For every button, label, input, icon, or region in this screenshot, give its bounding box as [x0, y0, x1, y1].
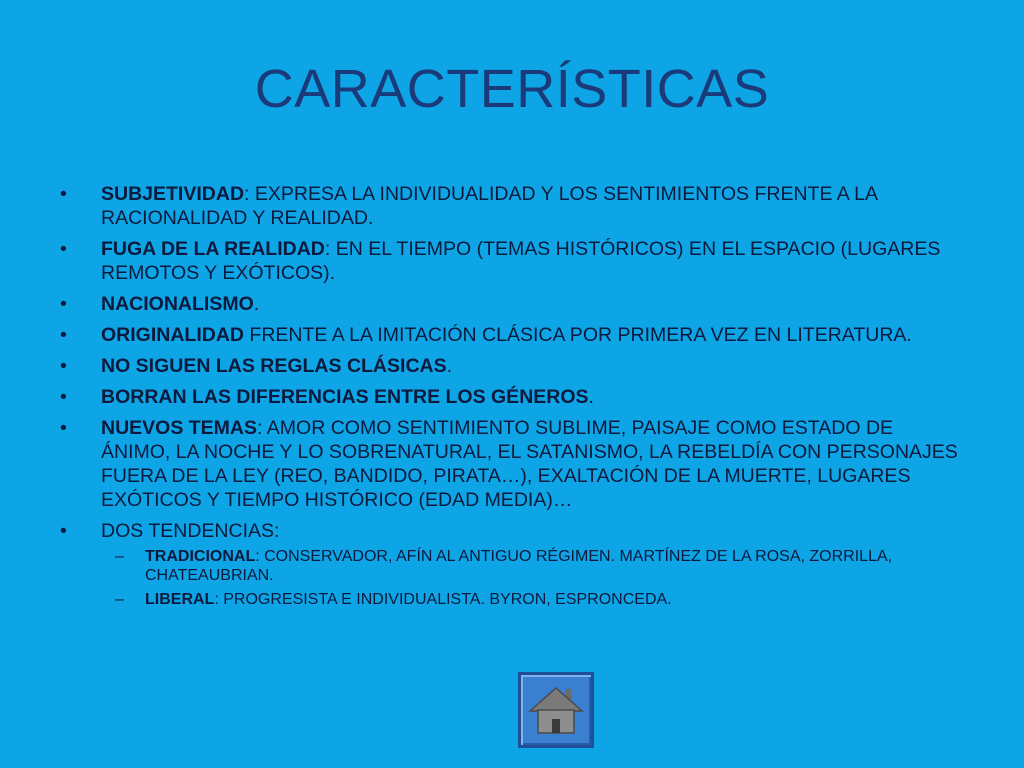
bullet-text: DOS TENDENCIAS: [101, 520, 280, 542]
bullet-keyword: NO SIGUEN LAS REGLAS CLÁSICAS [101, 355, 447, 377]
bullet-text: . [588, 386, 594, 408]
bullet-text: . [446, 355, 453, 377]
bullet-item-fuga-de-la-realidad [60, 237, 960, 285]
slide-title: CARACTERÍSTICAS [254, 59, 770, 119]
bullet-keyword: NUEVOS TEMAS [101, 417, 258, 439]
sub-bullet-item-tradicional [115, 547, 960, 585]
bullet-keyword: SUBJETIVIDAD [101, 183, 245, 205]
bullet-list [60, 182, 960, 616]
bullet-text: : AMOR COMO SENTIMIENTO SUBLIME, PAISAJE COMO ESTADO DE ÁNIMO, LA NOCHE Y LO SOBRENATURAL, EL SATANISMO, LA REBELDÍA CON PERSONAJES FUERA DE LA LEY (REO, BANDIDO, PIRATA…), EXALTACIÓN DE LA MUERTE, LUGARES EXÓTICOS Y TIEMPO HISTÓRICO (EDAD MEDIA)… [101, 417, 958, 511]
bullet-text: . [253, 293, 260, 315]
bullet-item-reglas-clasicas [60, 354, 960, 378]
sub-bullet-keyword: LIBERAL [145, 591, 215, 608]
bullet-text: : EN EL TIEMPO (TEMAS HISTÓRICOS) EN EL ESPACIO (LUGARES REMOTOS Y EXÓTICOS). [101, 238, 941, 284]
sub-bullet-text: : CONSERVADOR, AFÍN AL ANTIGUO RÉGIMEN. MARTÍNEZ DE LA ROSA, ZORRILLA, CHATEAUBRIAN. [145, 548, 893, 584]
bullet-item-nuevos-temas [60, 416, 960, 512]
bullet-item-subjetividad [60, 182, 960, 230]
bullet-item-originalidad [60, 323, 960, 347]
sub-bullet-item-liberal [115, 590, 960, 609]
sub-bullet-keyword: TRADICIONAL [145, 548, 256, 565]
bullet-text: : EXPRESA LA INDIVIDUALIDAD Y LOS SENTIMIENTOS FRENTE A LA RACIONALIDAD Y REALIDAD. [101, 183, 877, 229]
bullet-item-nacionalismo [60, 292, 960, 316]
bullet-item-dos-tendencias [60, 519, 960, 609]
sub-bullet-text: : PROGRESISTA E INDIVIDUALISTA. BYRON, ESPRONCEDA. [214, 591, 672, 608]
home-button[interactable] [518, 672, 594, 748]
bullet-text: FRENTE A LA IMITACIÓN CLÁSICA POR PRIMERA VEZ EN LITERATURA. [244, 324, 912, 346]
bullet-keyword: BORRAN LAS DIFERENCIAS ENTRE LOS GÉNEROS [101, 386, 589, 408]
bullet-keyword: NACIONALISMO [101, 293, 254, 315]
bullet-keyword: ORIGINALIDAD [101, 324, 244, 346]
sub-bullet-list [115, 547, 960, 609]
bullet-item-diferencias-generos [60, 385, 960, 409]
bullet-keyword: FUGA DE LA REALIDAD [101, 238, 325, 260]
home-icon [527, 681, 585, 739]
